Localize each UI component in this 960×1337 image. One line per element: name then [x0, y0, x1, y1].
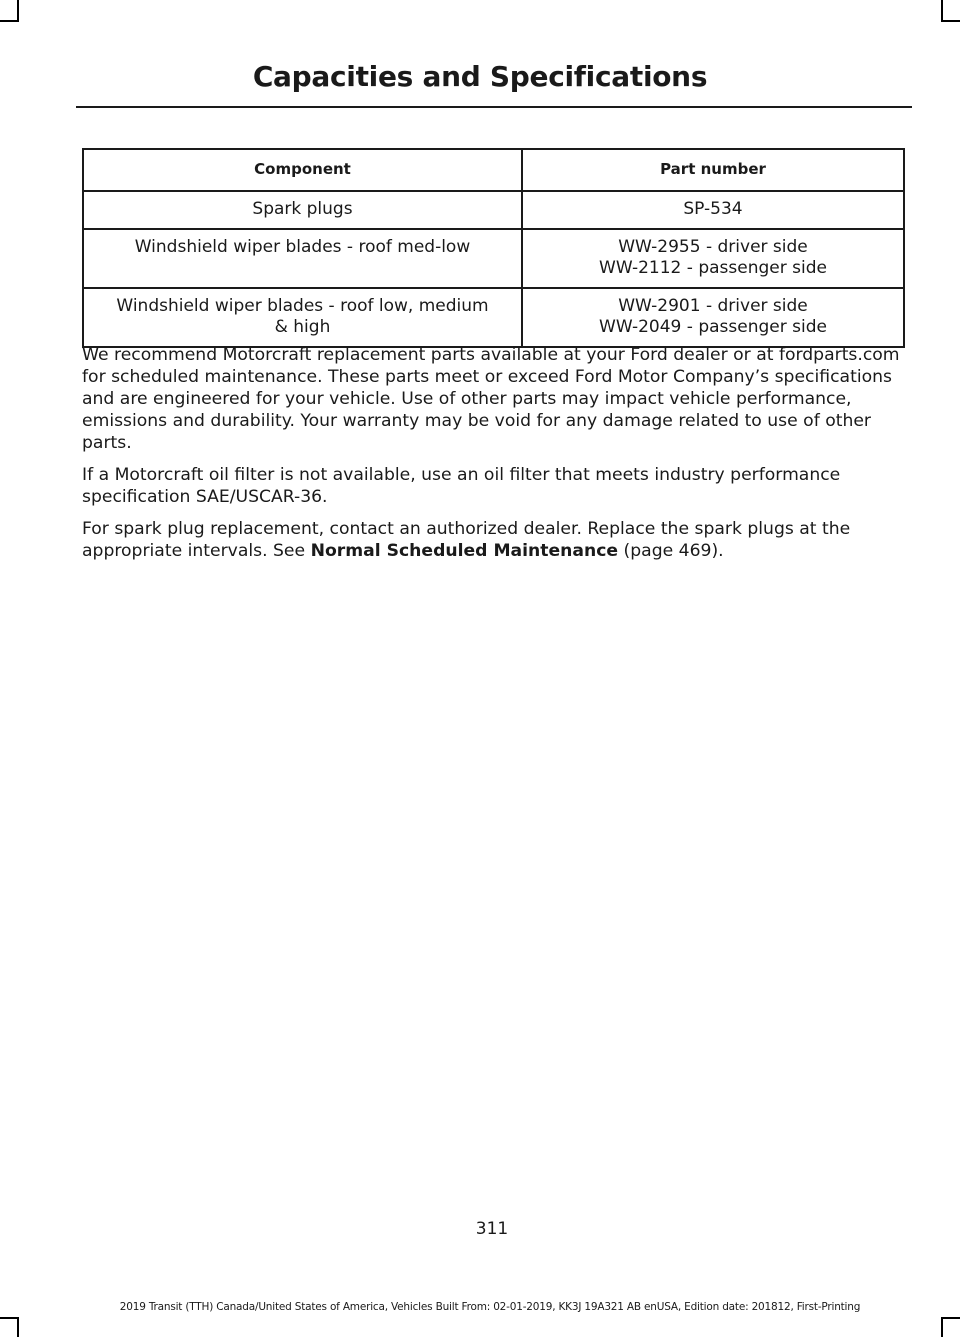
- cell-part-number: [522, 229, 904, 288]
- cell-line: & high: [274, 317, 331, 337]
- crop-mark-bottom-left-h: [0, 1317, 19, 1319]
- cell-part-number: [522, 288, 904, 347]
- table-header-row: [83, 149, 904, 191]
- table-row: [83, 288, 904, 347]
- crop-mark-bottom-left: [17, 1317, 19, 1337]
- crop-mark-bottom-right-h: [941, 1317, 960, 1319]
- cell-line: WW-2049 - passenger side: [599, 317, 827, 337]
- cell-line: SP-534: [683, 199, 743, 219]
- cell-line: Spark plugs: [252, 199, 353, 219]
- paragraph-text: For spark plug replacement, contact an authorized dealer. Replace the spark plugs at the appropriate intervals. See: [82, 519, 851, 561]
- header-divider: [76, 106, 912, 108]
- paragraph-recommend-parts: We recommend Motorcraft replacement parts available at your Ford dealer or at fordparts.com for scheduled maintenance. These parts meet or exceed Ford Motor Company’s specifications and are engineered for your vehicle. Use of other parts may impact vehicle performance, emissions and durability. Your warranty may be void for any damage related to use of other parts.: [82, 345, 900, 453]
- column-header-component: Component: [83, 149, 522, 191]
- column-header-part-number: Part number: [522, 149, 904, 191]
- crop-mark-top-left: [17, 0, 19, 20]
- paragraph-spark-plug-replacement: [82, 518, 908, 562]
- paragraph-oil-filter: If a Motorcraft oil filter is not available, use an oil filter that meets industry performance specification SAE/USCAR-36.: [82, 465, 841, 507]
- page-number: 311: [475, 1219, 509, 1239]
- cell-line: WW-2955 - driver side: [618, 237, 808, 257]
- cell-line: WW-2112 - passenger side: [599, 258, 827, 278]
- page-title: Capacities and Specifications: [252, 60, 708, 93]
- cell-component: [83, 288, 522, 347]
- cell-line: Windshield wiper blades - roof low, medium: [116, 296, 489, 316]
- parts-table: [82, 148, 905, 348]
- crop-mark-top-right-h: [941, 20, 960, 22]
- paragraph-text: (page 469).: [618, 541, 724, 561]
- table-row: [83, 191, 904, 229]
- cell-component: [83, 191, 522, 229]
- footer-edition-info: 2019 Transit (TTH) Canada/United States of America, Vehicles Built From: 02-01-2019, KK3J 19A321 AB enUSA, Edition date: 201812, First-Printing: [119, 1301, 861, 1313]
- table-row: [83, 229, 904, 288]
- crop-mark-bottom-right: [941, 1317, 943, 1337]
- cell-part-number: [522, 191, 904, 229]
- cell-component: [83, 229, 522, 288]
- cell-line: WW-2901 - driver side: [618, 296, 808, 316]
- cell-line: Windshield wiper blades - roof med-low: [134, 237, 471, 257]
- cross-reference-link[interactable]: Normal Scheduled Maintenance: [310, 541, 619, 561]
- crop-mark-top-left-h: [0, 20, 19, 22]
- crop-mark-top-right: [941, 0, 943, 20]
- body-text: [82, 344, 908, 572]
